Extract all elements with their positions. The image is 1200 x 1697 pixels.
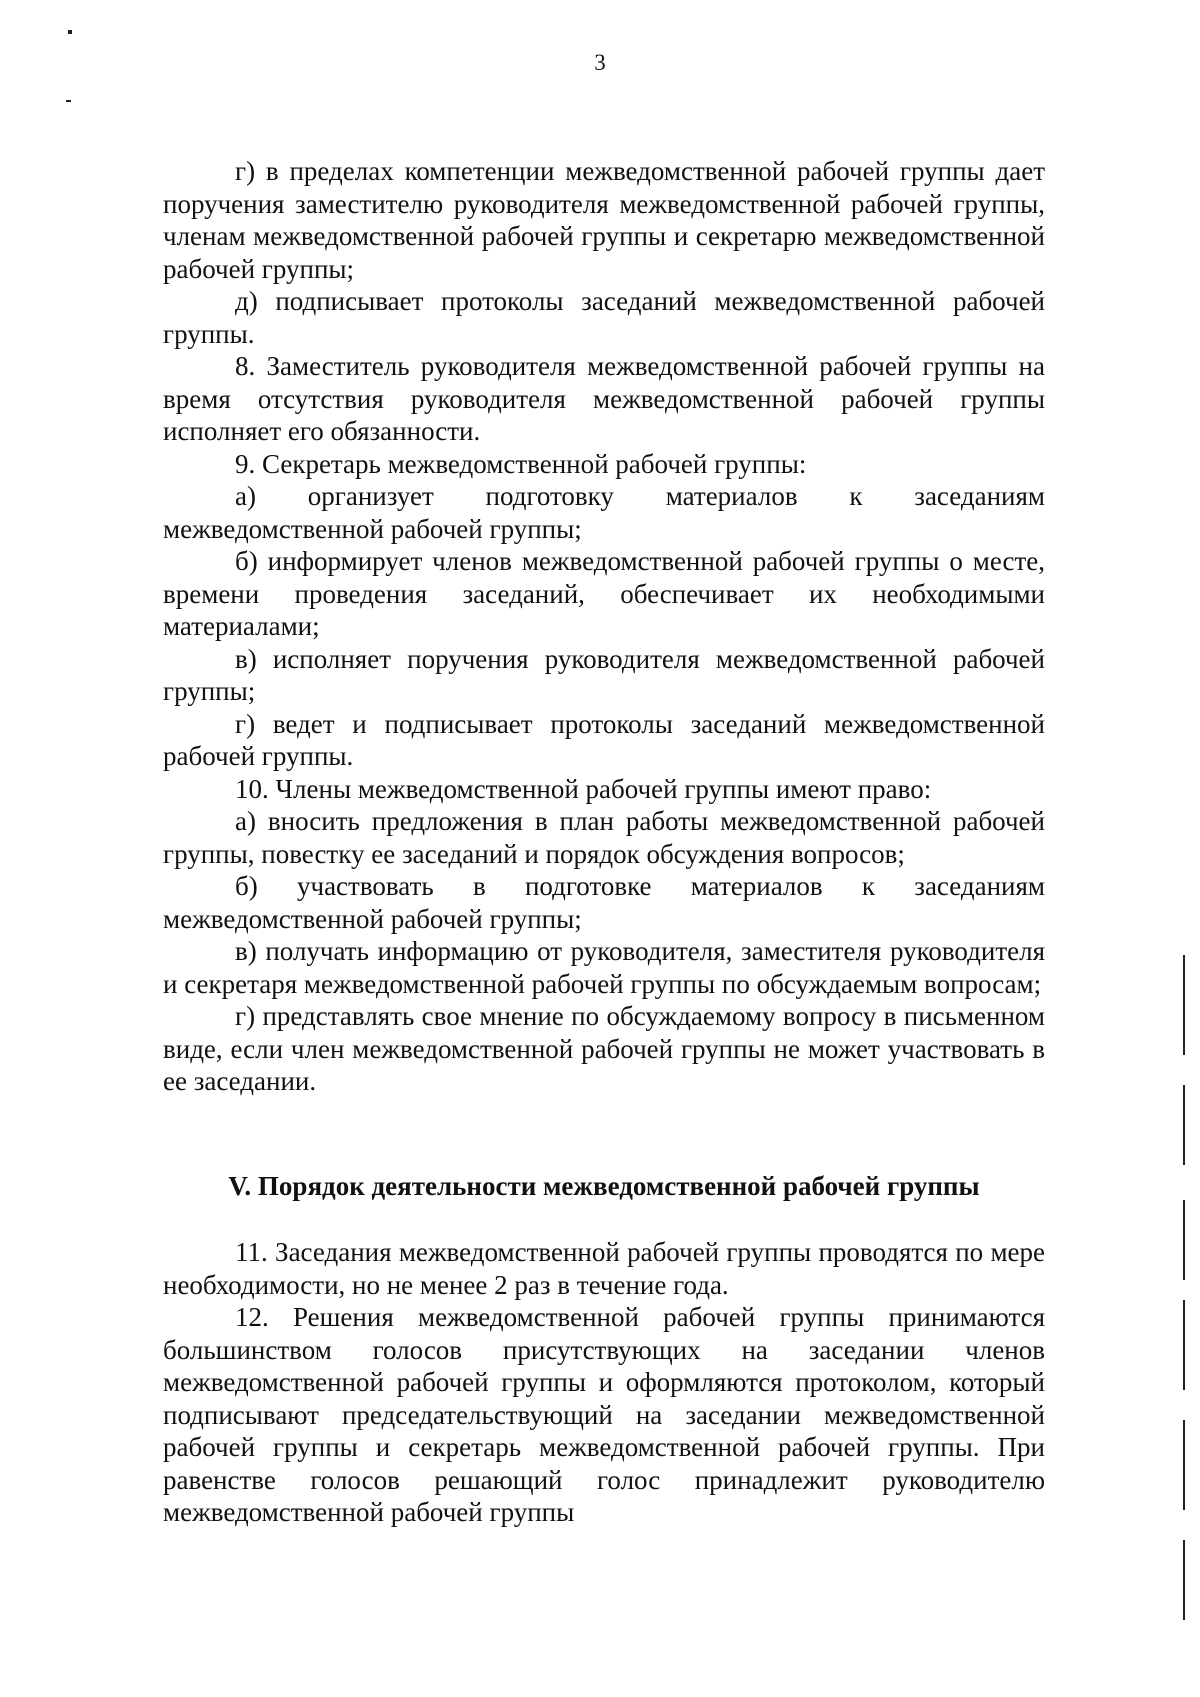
- scan-mark: [1183, 1300, 1185, 1390]
- page-number: 3: [594, 50, 606, 75]
- paragraph: б) участвовать в подготовке материалов к заседаниям межведомственной рабочей группы;: [163, 871, 1045, 934]
- section-heading: V. Порядок деятельности межведомственной рабочей группы: [228, 1171, 980, 1201]
- document-body-continued: [163, 1236, 1045, 1529]
- scan-mark: [66, 100, 71, 102]
- paragraph: д) подписывает протоколы заседаний межведомственной рабочей группы.: [163, 286, 1045, 349]
- paragraph: 11. Заседания межведомственной рабочей группы проводятся по мере необходимости, но не менее 2 раз в течение года.: [163, 1237, 1045, 1300]
- scan-mark: [1183, 1540, 1185, 1620]
- scan-mark: [68, 30, 72, 34]
- paragraph: а) организует подготовку материалов к заседаниям межведомственной рабочей группы;: [163, 481, 1045, 544]
- paragraph: а) вносить предложения в план работы межведомственной рабочей группы, повестку ее заседаний и порядок обсуждения вопросов;: [163, 806, 1045, 869]
- paragraph: г) представлять свое мнение по обсуждаемому вопросу в письменном виде, если член межведомственной рабочей группы не может участвовать в ее заседании.: [163, 1001, 1045, 1096]
- scan-mark: [1183, 1420, 1185, 1510]
- paragraph: 12. Решения межведомственной рабочей группы принимаются большинством голосов присутствующих на заседании членов межведомственной рабочей группы и оформляются протоколом, который подписывают председательствующий на заседании межведомственной рабочей группы и секретарь межведомственной рабочей группы. При равенстве голосов решающий голос принадлежит руководителю межведомственной рабочей группы: [163, 1302, 1045, 1527]
- paragraph: б) информирует членов межведомственной рабочей группы о месте, времени проведения заседаний, обеспечивает их необходимыми материалами;: [163, 546, 1045, 641]
- paragraph: 9. Секретарь межведомственной рабочей группы:: [235, 448, 807, 479]
- scan-mark: [1183, 1200, 1185, 1280]
- scan-mark: [1183, 955, 1185, 1055]
- paragraph: г) в пределах компетенции межведомственной рабочей группы дает поручения заместителю руководителя межведомственной рабочей группы, членам межведомственной рабочей группы и секретарю межведомственной рабочей группы;: [163, 156, 1045, 284]
- paragraph: в) исполняет поручения руководителя межведомственной рабочей группы;: [163, 643, 1045, 706]
- paragraph: в) получать информацию от руководителя, заместителя руководителя и секретаря межведомственной рабочей группы по обсуждаемым вопросам;: [163, 936, 1045, 999]
- paragraph: г) ведет и подписывает протоколы заседаний межведомственной рабочей группы.: [163, 708, 1045, 771]
- scan-mark: [1183, 1085, 1185, 1165]
- paragraph: 10. Члены межведомственной рабочей группы имеют право:: [235, 773, 932, 804]
- paragraph: 8. Заместитель руководителя межведомственной рабочей группы на время отсутствия руководителя межведомственной рабочей группы исполняет его обязанности.: [163, 351, 1045, 446]
- document-body: [163, 155, 1045, 1098]
